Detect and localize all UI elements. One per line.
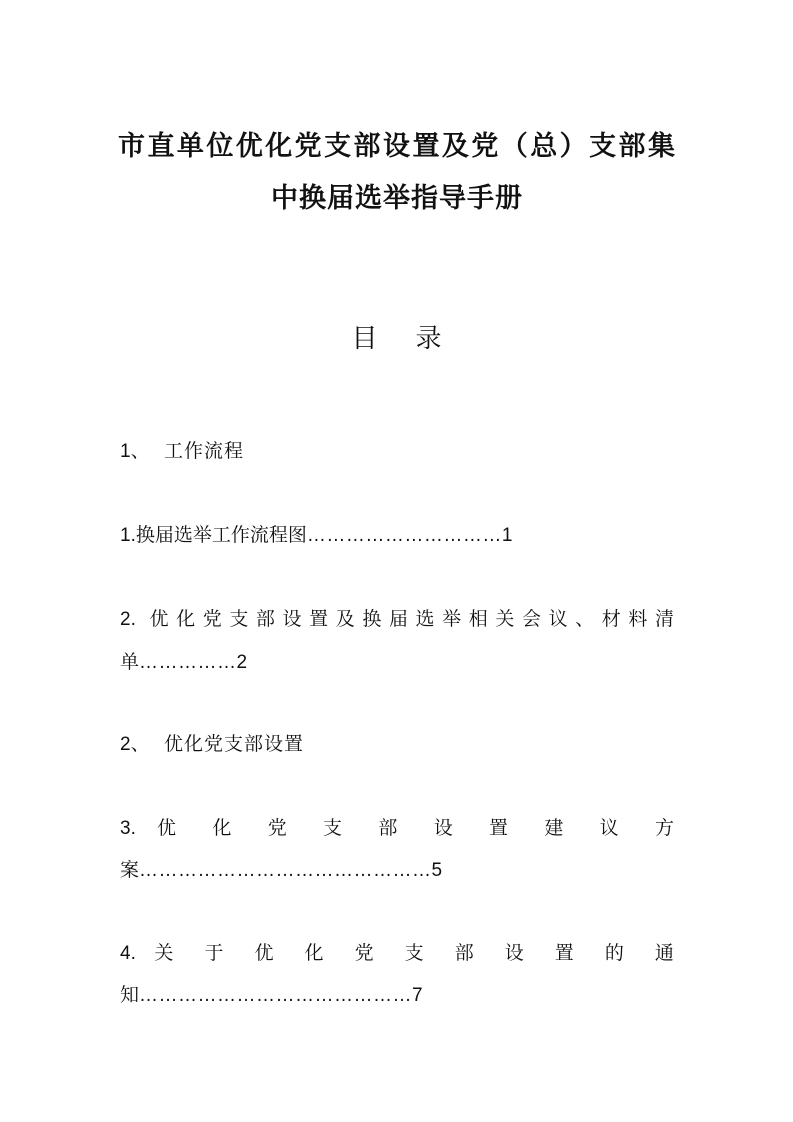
toc-item-4-char-10: 的 bbox=[604, 942, 637, 964]
toc-section-2-number: 2、 bbox=[120, 734, 150, 755]
toc-item-3-char-2: 化 bbox=[212, 817, 247, 839]
toc-item-1[interactable] bbox=[120, 520, 512, 547]
toc-item-4-text-cont: 知 bbox=[120, 984, 140, 1006]
toc-item-2-text-cont: 单 bbox=[120, 651, 140, 673]
toc-item-4-char-7: 部 bbox=[454, 942, 487, 964]
document-title-line-2: 中换届选举指导手册 bbox=[271, 183, 523, 214]
toc-item-2-number: 2. bbox=[120, 609, 136, 630]
toc-item-4-char-8: 设 bbox=[504, 942, 537, 964]
toc-item-3-char-10: 方 bbox=[655, 817, 675, 839]
toc-item-3-char-6: 设 bbox=[433, 817, 468, 839]
toc-item-4-leader: …………………………………… bbox=[139, 985, 413, 1006]
toc-item-3-number: 3. bbox=[120, 818, 136, 839]
toc-item-3-char-9: 议 bbox=[599, 817, 634, 839]
toc-item-3-line-1[interactable] bbox=[120, 813, 674, 840]
toc-item-3-char-5: 部 bbox=[378, 817, 413, 839]
toc-item-3-page: 5 bbox=[431, 860, 443, 881]
toc-item-3-char-7: 置 bbox=[489, 817, 524, 839]
document-title-line-1: 市直单位优化党支部设置及党（总）支部集 bbox=[118, 131, 676, 162]
toc-item-4-char-6: 支 bbox=[404, 942, 437, 964]
toc-section-1 bbox=[120, 436, 244, 463]
toc-section-2-text: 优化党支部设置 bbox=[164, 733, 305, 755]
toc-item-4-number: 4. bbox=[120, 943, 136, 964]
toc-item-4-char-4: 化 bbox=[304, 942, 337, 964]
toc-section-1-number: 1、 bbox=[120, 441, 150, 462]
toc-item-3-char-1: 优 bbox=[157, 817, 192, 839]
toc-item-1-number: 1. bbox=[120, 525, 136, 546]
toc-item-4-char-3: 优 bbox=[254, 942, 286, 964]
toc-item-3-char-8: 建 bbox=[544, 817, 579, 839]
toc-item-4-char-5: 党 bbox=[354, 942, 387, 964]
toc-item-1-leader: ………………………… bbox=[306, 525, 502, 546]
toc-item-2-page: 2 bbox=[236, 652, 248, 673]
toc-heading bbox=[0, 318, 793, 355]
toc-item-3-line-2[interactable] bbox=[120, 855, 442, 882]
toc-item-3-text-cont: 案 bbox=[120, 859, 140, 881]
toc-item-4-line-1[interactable] bbox=[120, 938, 674, 965]
toc-section-2 bbox=[120, 729, 304, 756]
toc-item-4-char-2: 于 bbox=[204, 942, 236, 964]
toc-item-1-text: 换届选举工作流程图 bbox=[135, 524, 307, 546]
toc-item-3-leader: ……………………………………… bbox=[139, 860, 432, 881]
toc-section-1-text: 工作流程 bbox=[164, 440, 245, 462]
toc-heading-right: 录 bbox=[415, 324, 442, 354]
toc-item-4-char-11: 通 bbox=[654, 942, 674, 964]
toc-item-3-char-4: 支 bbox=[323, 817, 358, 839]
toc-item-4-line-2[interactable] bbox=[120, 980, 423, 1007]
toc-item-4-char-1: 关 bbox=[154, 942, 186, 964]
toc-heading-left: 目 bbox=[351, 324, 378, 354]
toc-item-4-char-9: 置 bbox=[554, 942, 587, 964]
toc-item-2-line-2[interactable] bbox=[120, 647, 247, 674]
toc-item-4-page: 7 bbox=[412, 985, 423, 1006]
toc-item-2-text: 优化党支部设置及换届选举相关会议、材料清 bbox=[149, 608, 674, 630]
toc-item-1-page: 1 bbox=[501, 525, 513, 546]
toc-item-2-line-1[interactable] bbox=[120, 604, 674, 631]
toc-item-2-leader: …………… bbox=[139, 652, 237, 673]
toc-item-3-char-3: 党 bbox=[267, 817, 302, 839]
